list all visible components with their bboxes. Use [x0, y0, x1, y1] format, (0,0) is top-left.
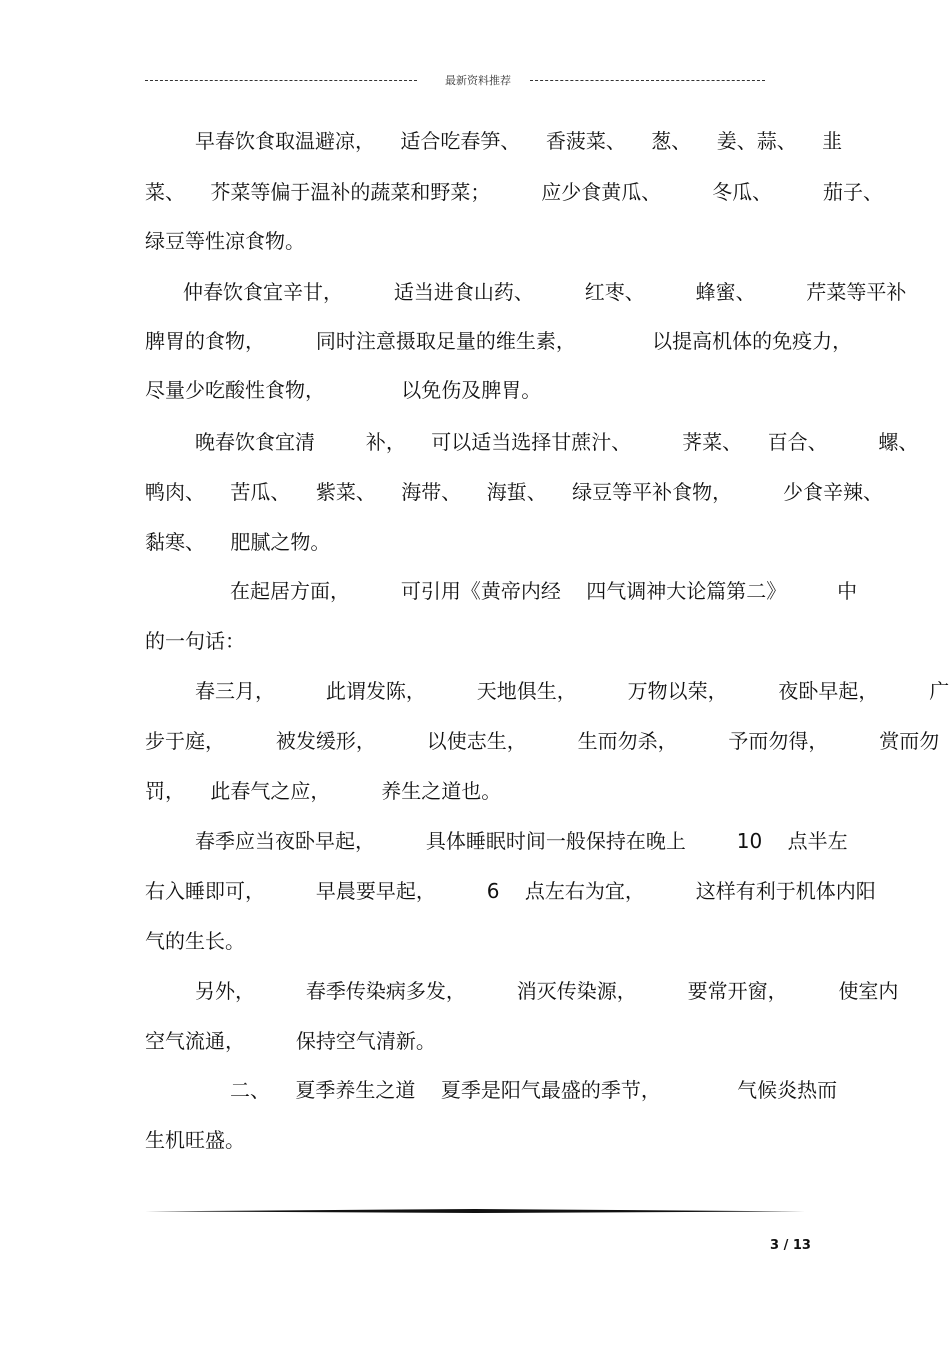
body-line: 绿豆等性凉食物。 — [145, 229, 305, 253]
body-line: 菜、 芥菜等偏于温补的蔬菜和野菜； 应少食黄瓜、 冬瓜、 茄子、 — [145, 180, 884, 204]
body-line: 步于庭， 被发缓形， 以使志生， 生而勿杀， 予而勿得， 赏而勿 — [145, 729, 940, 753]
body-line: 仲春饮食宜辛甘， 适当进食山药、 红枣、 蜂蜜、 芹菜等平补 — [183, 280, 907, 304]
body-line: 晚春饮食宜清 补， 可以适当选择甘蔗汁、 荠菜、 百合、 螺、 — [195, 430, 919, 454]
page-number: 3 / 13 — [770, 1238, 811, 1253]
header-title: 最新资料推荐 — [445, 74, 511, 87]
body-line: 春季应当夜卧早起， 具体睡眠时间一般保持在晚上 10 点半左 — [195, 829, 848, 853]
body-line: 空气流通， 保持空气清新。 — [145, 1029, 436, 1053]
body-line: 在起居方面， 可引用《黄帝内经 四气调神大论篇第二》 中 — [230, 579, 858, 603]
page-header — [145, 72, 805, 90]
body-line: 气的生长。 — [145, 929, 245, 953]
body-line: 右入睡即可， 早晨要早起， 6 点左右为宜， 这样有利于机体内阳 — [145, 879, 876, 903]
body-line: 罚， 此春气之应， 养生之道也。 — [145, 779, 502, 803]
body-line: 另外， 春季传染病多发， 消灭传染源， 要常开窗， 使室内 — [195, 979, 899, 1003]
body-line: 二、 夏季养生之道 夏季是阳气最盛的季节， 气候炎热而 — [230, 1078, 838, 1102]
footer-rule — [145, 1209, 805, 1213]
body-line: 脾胃的食物， 同时注意摄取足量的维生素， 以提高机体的免疫力， — [145, 329, 853, 353]
body-line: 生机旺盛。 — [145, 1128, 245, 1152]
header-dashed-rule-left — [145, 80, 417, 81]
body-line: 黏寒、 肥腻之物。 — [145, 530, 331, 554]
body-line: 早春饮食取温避凉， 适合吃春笋、 香菠菜、 葱、 姜、蒜、 韭 — [195, 129, 843, 153]
header-dashed-rule-right — [530, 80, 765, 81]
body-line: 尽量少吃酸性食物， 以免伤及脾胃。 — [145, 378, 542, 402]
body-line: 的一句话： — [145, 629, 245, 653]
body-line: 春三月， 此谓发陈， 天地俱生， 万物以荣， 夜卧早起， 广 — [195, 679, 950, 703]
body-line: 鸭肉、 苦瓜、 紫菜、 海带、 海蜇、 绿豆等平补食物， 少食辛辣、 — [145, 480, 884, 504]
